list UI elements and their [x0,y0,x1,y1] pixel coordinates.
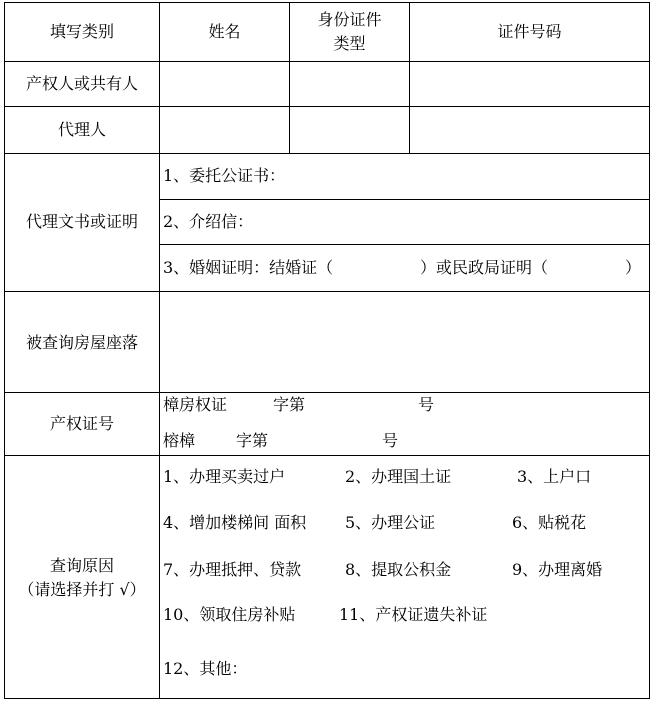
cert-line2-zi: 字第 [236,431,269,450]
cert-label: 产权证号 [49,414,114,433]
reason-item: 11、产权证遗失补证 [339,605,488,624]
cert-line1-zi: 字第 [273,395,306,414]
cert-line2-hao: 号 [382,431,399,450]
document-item-marriage-end: ） [625,258,642,277]
row-divider [4,392,650,393]
reason-item: 5、办理公证 [345,513,436,532]
cert-line1-hao: 号 [418,395,435,414]
reason-item: 4、增加楼梯间 面积 [163,513,307,532]
documents-label: 代理文书或证明 [25,212,138,231]
reason-item: 9、办理离婚 [512,560,603,579]
header-fill-type: 填写类别 [49,22,114,41]
header-id-type-line1: 身份证件 [317,10,382,29]
reason-item: 2、办理国土证 [345,467,452,486]
reason-label: 查询原因 [49,556,114,575]
header-name: 姓名 [208,22,241,41]
table-border-top [4,2,650,3]
table-border-bottom [4,698,650,699]
cert-line1-prefix: 樟房权证 [163,395,228,414]
location-label: 被查询房屋座落 [25,333,138,352]
agent-label: 代理人 [57,120,106,139]
reason-item: 10、领取住房补贴 [163,605,296,624]
row-divider [4,153,650,154]
row-divider [4,291,650,292]
document-item-marriage-mid: ）或民政局证明（ [420,258,549,277]
owner-label: 产权人或共有人 [25,74,138,93]
reason-item: 12、其他： [163,659,248,678]
document-item-referral: 2、介绍信： [163,212,254,231]
row-divider [159,199,650,200]
header-id-number: 证件号码 [497,22,562,41]
row-divider [4,106,650,107]
document-item-notary: 1、委托公证书： [163,166,286,185]
reason-label-hint: （请选择并打 √） [18,580,146,599]
cert-line2-prefix: 榕樟 [163,431,196,450]
document-item-marriage: 3、婚姻证明：结婚证（ [163,258,334,277]
reason-item: 8、提取公积金 [345,560,452,579]
reason-item: 1、办理买卖过户 [163,467,286,486]
row-divider [4,455,650,456]
header-id-type-line2: 类型 [333,34,366,53]
row-divider [4,61,650,62]
reason-item: 6、贴税花 [512,513,587,532]
reason-item: 3、上户口 [517,467,592,486]
row-divider [159,244,650,245]
reason-item: 7、办理抵押、贷款 [163,560,302,579]
